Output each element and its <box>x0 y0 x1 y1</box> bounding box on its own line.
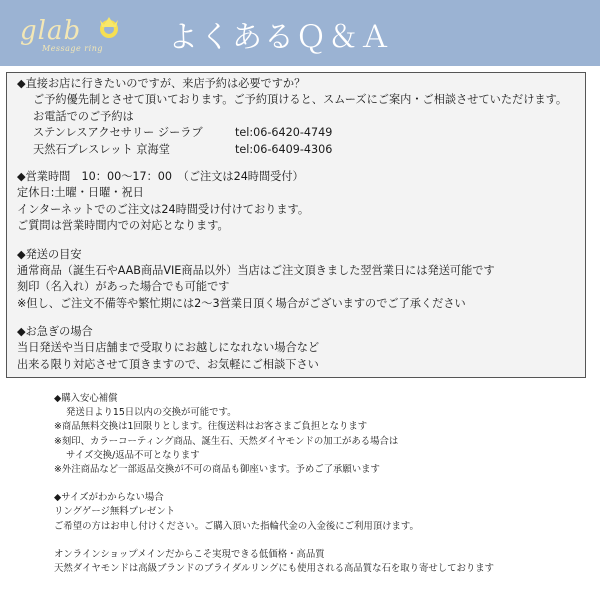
faq-urgent-text: 当日発送や当日店舗まで受取りにお越しになれない場合など <box>17 341 320 355</box>
faq-hours-heading: ◆営業時間 10：00～17：00 （ご注文は24時間受付） <box>17 169 304 183</box>
faq-shipping-heading: ◆発送の目安 <box>17 247 82 261</box>
faq-reservation-text: ご予約優先制とさせて頂いております。ご予約頂けると、スムーズにご案内・ご相談させていただけます。 <box>33 93 568 107</box>
quality-line: オンラインショップメインだからこそ実現できる低価格・高品質 <box>54 548 325 560</box>
header-banner <box>0 0 600 66</box>
faq-reservation-heading: ◆直接お店に行きたいのですが、来店予約は必要ですか？ <box>17 77 306 90</box>
faq-hours-questions: ご質問は営業時間内での対応となります。 <box>17 219 229 233</box>
crown-ring-icon <box>94 14 124 40</box>
brand-logo[interactable] <box>14 10 134 56</box>
size-request: ご希望の方はお申し付けください。ご購入頂いた指輪代金の入金後にご利用頂けます。 <box>54 520 419 532</box>
shop-phone-link[interactable]: tel:06-6409-4306 <box>235 142 333 156</box>
faq-shipping-engraving: 刻印（名入れ）があった場合でも可能です <box>17 280 230 294</box>
shop-name: 天然石ブレスレット 京海堂 <box>33 142 170 156</box>
page-title: よくあるＱ＆Ａ <box>168 20 392 55</box>
faq-shipping-normal: 通常商品（誕生石やAAB商品VIE商品以外）当店はご注文頂きました翌営業日には発送可能です <box>17 263 495 277</box>
faq-reservation-phone-intro: お電話でのご予約は <box>33 109 134 123</box>
faq-urgent-heading: ◆お急ぎの場合 <box>17 325 93 339</box>
notes-section <box>54 392 494 576</box>
size-gauge-offer: リングゲージ無料プレゼント <box>54 506 176 518</box>
logo-subtext: Message ring <box>42 44 103 53</box>
faq-urgent-contact: 出来る限り対応させて頂きますので、お気軽にご相談下さい <box>17 357 319 371</box>
faq-shipping-note: ※但し、ご注文不備等や繁忙期には2～3営業日頂く場合がございますのでご了承ください <box>17 296 466 310</box>
quality-line: 天然ダイヤモンドは高級ブランドのブライダルリングにも使用される高品質な石を取り寄せしております <box>54 562 494 574</box>
shop-contact-row <box>17 125 575 141</box>
size-heading: ◆サイズがわからない場合 <box>54 492 164 504</box>
shop-name: ステンレスアクセサリー ジーラブ <box>33 126 203 140</box>
guarantee-line: ※外注商品など一部返品交換が不可の商品も御座います。予めご了承願います <box>54 463 380 475</box>
faq-hours-closed: 定休日:土曜・日曜・祝日 <box>17 186 144 200</box>
guarantee-line: ※商品無料交換は1回限りとします。往復送料はお客さまご負担となります <box>54 421 368 433</box>
guarantee-line: サイズ交換/返品不可となります <box>66 449 200 461</box>
shop-phone-link[interactable]: tel:06-6420-4749 <box>235 126 333 140</box>
guarantee-line: 発送日より15日以内の交換が可能です。 <box>66 407 237 419</box>
guarantee-heading: ◆購入安心補償 <box>54 393 118 404</box>
logo-text: glab <box>20 16 82 46</box>
shop-contact-row <box>17 142 575 158</box>
guarantee-line: ※刻印、カラーコーティング商品、誕生石、天然ダイヤモンドの加工がある場合は <box>54 435 399 447</box>
faq-hours-online: インターネットでのご注文は24時間受け付けております。 <box>17 202 310 216</box>
faq-box <box>6 72 586 378</box>
